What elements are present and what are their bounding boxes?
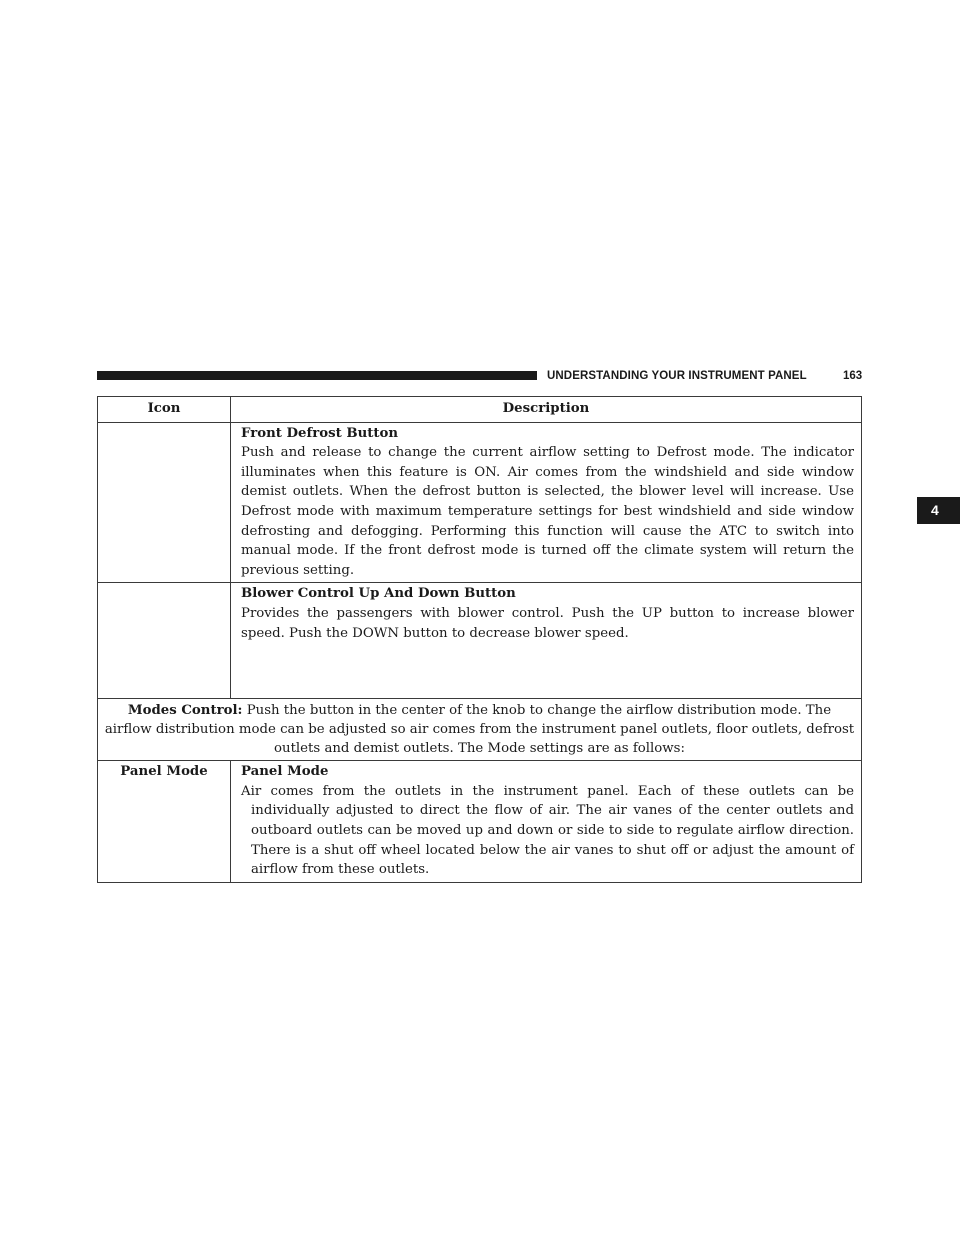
description-cell: [231, 761, 862, 883]
modes-control-row: [98, 699, 862, 761]
modes-control-text: Push the button in the center of the knob to change the airflow distribution mode. The airflow distribution mode can be adjusted so air comes from the instrument panel outlets, floor outlets, defrost outlets and demist outlets. The Mode settings are as follows:: [104, 703, 855, 756]
controls-table: [97, 396, 862, 883]
modes-control-cell: [98, 699, 862, 761]
icon-cell: [98, 583, 231, 699]
table-row: [98, 422, 862, 583]
description-cell: [231, 583, 862, 699]
icon-cell: Panel Mode: [98, 761, 231, 883]
chapter-tab: 4: [917, 497, 960, 524]
page-number: 163: [843, 370, 863, 382]
entry-title: Blower Control Up And Down Button: [241, 586, 516, 602]
header-rule: [97, 371, 537, 380]
entry-body: Provides the passengers with blower control. Push the UP button to increase blower speed. Push the DOWN button to decrease blower speed.: [241, 605, 854, 641]
modes-control-label: Modes Control:: [127, 703, 243, 719]
header-description: Description: [231, 397, 862, 423]
entry-title: Front Defrost Button: [241, 425, 399, 441]
table-row: [98, 761, 862, 883]
entry-title: Panel Mode: [241, 764, 329, 780]
icon-cell: [98, 422, 231, 583]
entry-body: Push and release to change the current airflow setting to Defrost mode. The indicator illuminates when this feature is ON. Air comes from the windshield and side window demist outlets. When the defrost button is selected, the blower level will increase. Use Defrost mode with maximum temperature settings for best windshield and side window defrosting and defogging. Performing this function will cause the ATC to switch into manual mode. If the front defrost mode is turned off the climate system will return the previous setting.: [241, 445, 854, 578]
entry-body: Air comes from the outlets in the instrument panel. Each of these outlets can be individually adjusted to direct the flow of air. The air vanes of the center outlets and outboard outlets can be moved up and down or side to side to regulate airflow direction. There is a shut off wheel located below the air vanes to shut off or adjust the amount of airflow from these outlets.: [241, 783, 854, 878]
table-row: [98, 583, 862, 699]
running-header-title: UNDERSTANDING YOUR INSTRUMENT PANEL: [547, 370, 807, 382]
description-cell: [231, 422, 862, 583]
table-header-row: [98, 397, 862, 423]
header-icon: Icon: [98, 397, 231, 423]
